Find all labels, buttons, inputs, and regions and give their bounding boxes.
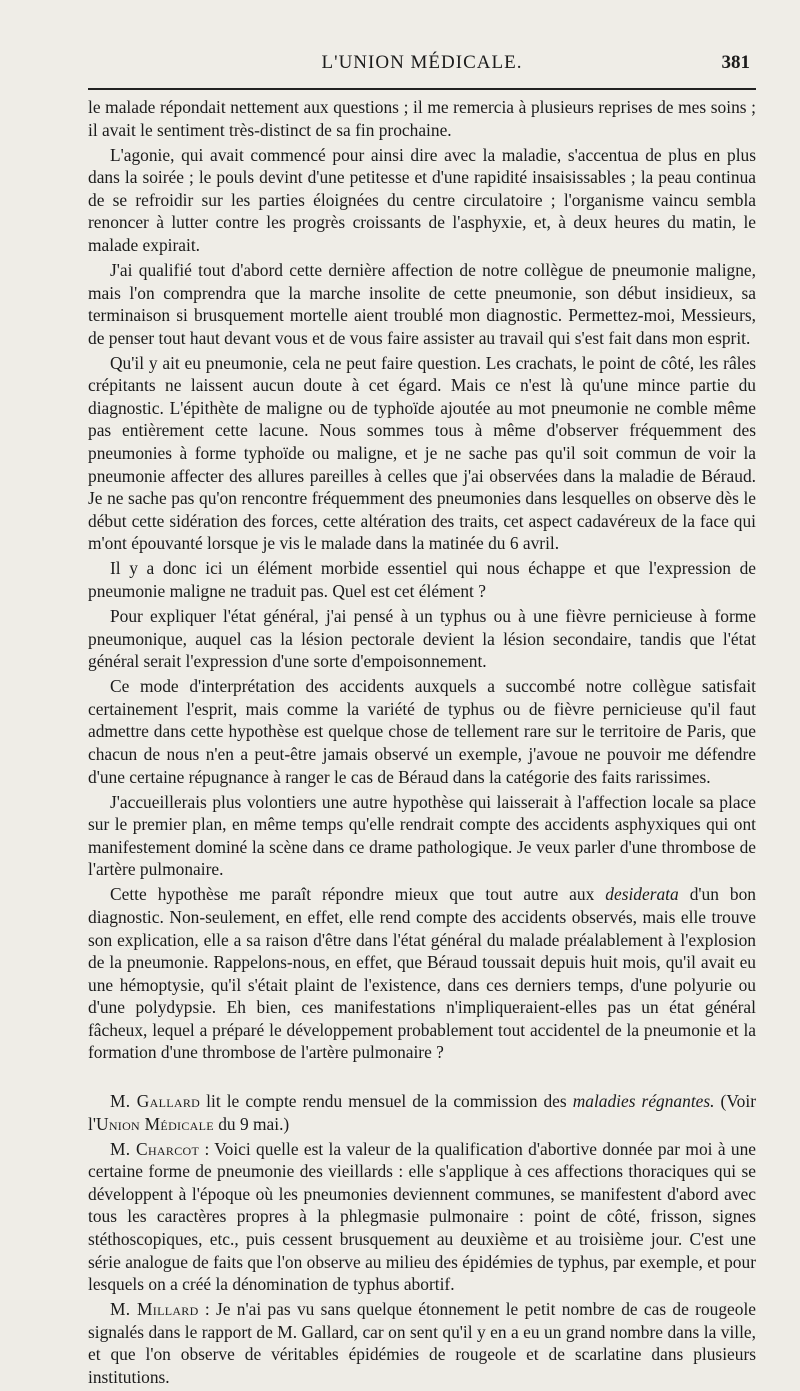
paragraph-12 <box>88 1298 756 1388</box>
paragraph-6: Pour expliquer l'état général, j'ai pensé à un typhus ou à une fièvre pernicieuse à forme pneumonique, auquel cas la lésion pectorale devient la lésion secondaire, tandis que l'état général serait l'expression d'une sorte d'empoisonnement. <box>88 606 756 672</box>
speaker-gallard: M. Gallard <box>110 1091 201 1112</box>
page-header <box>88 52 756 76</box>
page-number: 381 <box>721 52 750 73</box>
paragraph-9 <box>88 883 756 1064</box>
speaker-millard: M. Millard <box>110 1299 199 1320</box>
paragraph-2: L'agonie, qui avait commencé pour ainsi dire avec la maladie, s'accentua de plus en plus dans la soirée ; le pouls devint d'une petitesse et d'une rapidité insaisissables ; la peau continua de se refroidir sur les parties éloignées du centre circulatoire ; l'organisme vaincu sembla renoncer à lutter contre les progrès croissants de l'asphyxie, et, à deux heures du matin, le malade expirait. <box>88 144 756 255</box>
paragraph-10-text-c: du 9 mai.) <box>213 1113 290 1134</box>
paragraph-7: Ce mode d'interprétation des accidents auxquels a succombé notre collègue satisfait certainement l'esprit, mais comme la variété de typhus ou de fièvre pernicieuse qu'il faut admettre dans cette hypothèse est quelque chose de tellement rare sur le territoire de Paris, que chacun de nous n'en a peut-être jamais observé un exemple, j'avoue ne pouvoir me défendre d'une certaine répugnance à ranger le cas de Béraud dans la catégorie des faits rarissimes. <box>88 676 756 787</box>
paragraph-4: Qu'il y ait eu pneumonie, cela ne peut faire question. Les crachats, le point de côté, les râles crépitants ne laissent aucun doute à cet égard. Mais ce n'est là qu'une mince partie du diagnostic. L'épithète de maligne ou de typhoïde ajoutée au mot pneumonie ne comble même pas entièrement cette lacune. Nous sommes tous à même d'observer fréquemment des pneumonies à forme typhoïde ou maligne, et je ne sache pas qu'il soit commun de voir la pneumonie affecter des allures pareilles à celles que j'ai observées dans la maladie de Béraud. Je ne sache pas qu'on rencontre fréquemment des pneumonies dans lesquelles on observe dès le début cette sidération des forces, cette altération des traits, cet aspect cadavéreux de la face qui m'ont épouvanté lorsque je vis le malade dans la matinée du 6 avril. <box>88 352 756 554</box>
paragraph-11-text: : Voici quelle est la valeur de la qualification d'abortive donnée par moi à une certaine forme de pneumonie des vieillards : elle s'applique à ces affections thoraciques qui se développent à l'époque où les pneumonies deviennent communes, se manifestent d'abord avec tous les caractères propres à la phlegmasie pulmonaire : point de côté, frisson, signes stéthoscopiques, etc., puis cessent brusquement au deuxième et au troisième jour. C'est une série analogue de faits que l'on observe au milieu des épidémies de typhus, par exemple, et pour lesquels on a créé la dénomination de typhus abortif. <box>88 1138 756 1295</box>
paragraph-5: Il y a donc ici un élément morbide essentiel qui nous échappe et que l'expression de pneumonie maligne ne traduit pas. Quel est cet élément ? <box>88 558 756 602</box>
paragraph-9-italic: desiderata <box>605 884 679 905</box>
header-rule <box>88 88 756 90</box>
paragraph-10-text-a: lit le compte rendu mensuel de la commission des <box>200 1091 573 1112</box>
journal-name: Union Médicale <box>95 1113 214 1134</box>
paragraph-10-italic: maladies régnantes. <box>572 1091 715 1112</box>
paragraph-11 <box>88 1138 756 1296</box>
paragraph-1: le malade répondait nettement aux questions ; il me remercia à plusieurs reprises de mes soins ; il avait le sentiment très-distinct de sa fin prochaine. <box>88 97 756 140</box>
paragraph-8: J'accueillerais plus volontiers une autre hypothèse qui laisserait à l'affection locale sa place sur le premier plan, en même temps qu'elle rendrait compte des accidents asphyxiques qui ont manifestement dominé la scène dans ce drame pathologique. Je veux parler d'une thrombose de l'artère pulmonaire. <box>88 791 756 880</box>
speaker-charcot: M. Charcot <box>110 1138 200 1159</box>
paragraph-12-text: : Je n'ai pas vu sans quelque étonnement le petit nombre de cas de rougeole signalés dans le rapport de M. Gallard, car on sent qu'il y en a eu un grand nombre dans la ville, et que l'on observe de véritables épidémies de rougeole et de scarlatine dans plusieurs institutions. <box>88 1299 756 1387</box>
article-body <box>88 96 756 1391</box>
paragraph-9-text-a: Cette hypothèse me paraît répondre mieux que tout autre aux <box>110 884 606 905</box>
running-title: L'UNION MÉDICALE. <box>321 52 523 73</box>
paragraph-10-text-b: (Voir l' <box>88 1091 756 1134</box>
paragraph-3: J'ai qualifié tout d'abord cette dernière affection de notre collègue de pneumonie maligne, mais l'on comprendra que la marche insolite de cette pneumonie, son début insidieux, sa terminaison si brusquement mortelle aient troublé mon diagnostic. Permettez-moi, Messieurs, de penser tout haut devant vous et de vous faire assister au travail qui s'est fait dans mon esprit. <box>88 259 756 348</box>
paragraph-10 <box>88 1090 756 1135</box>
paragraph-9-text-b: d'un bon diagnostic. Non-seulement, en effet, elle rend compte des accidents observés, mais elle trouve son explication, elle a sa raison d'être dans l'état général du malade préalablement à l'explosion de la pneumonie. Rappelons-nous, en effet, que Béraud toussait depuis huit mois, qu'il avait eu une hémoptysie, qu'il s'était plaint de l'existence, dans ces derniers temps, d'une polyurie ou d'une polydypsie. Eh bien, ces manifestations n'impliqueraient-elles pas un état général fâcheux, lequel a préparé le développement probablement tout accidentel de la pneumonie et la formation d'une thrombose de l'artère pulmonaire ? <box>88 884 756 1063</box>
